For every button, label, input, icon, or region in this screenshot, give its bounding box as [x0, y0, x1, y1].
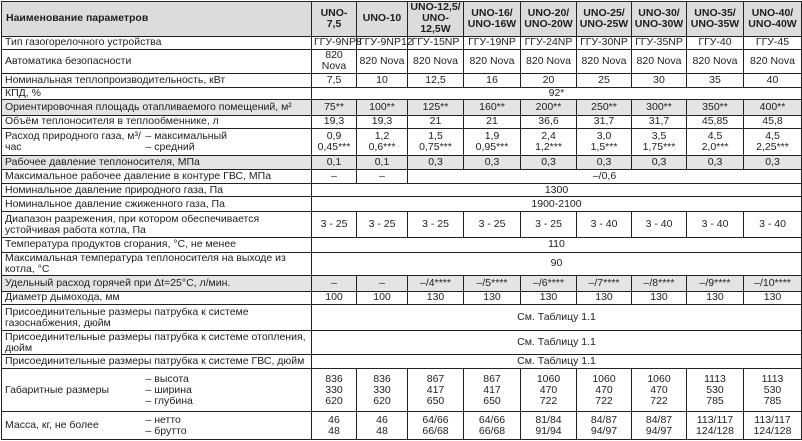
cell: [312, 412, 357, 440]
mass-net: 46: [376, 413, 388, 426]
dims-h: 836: [373, 372, 391, 385]
gas-max-value: 0,9: [326, 129, 342, 142]
row-sublabel: [144, 369, 312, 412]
cell-span: См. Таблицу 1.1: [312, 354, 802, 368]
row-label: Автоматика безопасности: [2, 50, 312, 74]
gas-max-value: 4,5: [707, 129, 723, 142]
header-model: UNO-40/ UNO-40W: [744, 2, 802, 37]
dims-w: 470: [595, 383, 613, 396]
row-power: [2, 73, 802, 87]
mass-gross: 94/97: [590, 424, 618, 437]
row-hot-water: [2, 276, 802, 291]
dims-w: 417: [483, 383, 501, 396]
header-model: UNO-12,5/ UNO-12,5W: [408, 2, 464, 37]
cell: 16: [464, 73, 521, 87]
cell: [464, 369, 521, 412]
gas-max-value: 2,4: [541, 129, 556, 142]
cell: 7,5: [312, 73, 357, 87]
row-label: Ориентировочная площадь отапливаемого помещений, м²: [2, 100, 312, 115]
mass-gross: 94/97: [645, 424, 673, 437]
dims-w: 470: [539, 383, 558, 396]
mass-net: 81/84: [535, 413, 562, 426]
row-label: Масса, кг, не более: [2, 412, 144, 440]
row-label: Удельный расход горячей при Δt=25°С, л/мин.: [2, 276, 312, 291]
cell: 21: [408, 115, 464, 128]
cell: 21: [464, 115, 521, 128]
cell: 0,3: [632, 155, 687, 169]
cell: 3 - 25: [357, 211, 408, 238]
mass-net: 64/66: [478, 413, 506, 426]
cell: 400**: [744, 100, 802, 115]
row-sublabel: [144, 412, 312, 440]
cell-span: 92*: [312, 87, 802, 99]
cell: 350**: [687, 100, 744, 115]
cell: 820 Nova: [521, 50, 577, 74]
row-chimney: [2, 291, 802, 304]
cell: [521, 128, 577, 155]
cell: 130: [744, 291, 802, 304]
dims-h: 867: [483, 372, 501, 385]
dims-h: 1060: [592, 372, 616, 385]
dims-h: 1060: [647, 372, 671, 385]
header-model: UNO-7,5: [312, 2, 357, 37]
row-label: Номинальная теплопроизводительность, кВт: [2, 73, 312, 87]
cell: 3 - 25: [408, 211, 464, 238]
cell: –/10****: [744, 276, 802, 291]
row-work-pressure: [2, 155, 802, 169]
gas-max-value: 1,5: [428, 129, 443, 142]
cell: [632, 128, 687, 155]
dims-depth-label: – глубина: [145, 394, 193, 407]
row-label: Присоединительные размеры патрубка к системе отопления, дюйм: [2, 331, 312, 355]
row-label: Габаритные размеры: [2, 369, 144, 412]
cell-span: См. Таблицу 1.1: [312, 331, 802, 355]
dims-h: 867: [426, 372, 445, 385]
cell: 36,6: [521, 115, 577, 128]
row-label: Рабочее давление теплоносителя, МПа: [2, 155, 312, 169]
cell: 3 - 40: [687, 211, 744, 238]
mass-net: 84/87: [590, 413, 618, 426]
row-draft: [2, 211, 802, 238]
cell: 19,3: [312, 115, 357, 128]
cell: ГГУ-9NP12: [357, 36, 408, 49]
dims-h: 1113: [761, 372, 784, 385]
header-param: Наименование параметров: [2, 2, 312, 37]
cell: [408, 369, 464, 412]
cell: [577, 128, 632, 155]
gas-avg-label: – средний: [145, 140, 195, 153]
cell: [687, 128, 744, 155]
cell: 300**: [632, 100, 687, 115]
cell: –/6****: [521, 276, 577, 291]
mass-net: 113/117: [696, 413, 734, 426]
cell: 3 - 40: [632, 211, 687, 238]
row-label: Диапазон разрежения, при котором обеспечивается устойчивая работа котла, Па: [2, 211, 312, 238]
cell: 820 Nova: [744, 50, 802, 74]
gas-avg-value: 0,95***: [475, 140, 509, 153]
cell-span: 1900-2100: [312, 197, 802, 211]
cell: ГГУ-15NP: [408, 36, 464, 49]
gas-avg-value: 0,6***: [368, 140, 396, 153]
cell: 820 Nova: [464, 50, 521, 74]
row-label: Присоединительные размеры патрубка к системе газоснабжения, дюйм: [2, 304, 312, 331]
cell: 820 Nova: [632, 50, 687, 74]
cell: 3 - 25: [312, 211, 357, 238]
cell: [744, 128, 802, 155]
cell: 820 Nova: [357, 50, 408, 74]
cell: 250**: [577, 100, 632, 115]
cell: [408, 412, 464, 440]
gas-max-value: 1,9: [484, 129, 500, 142]
cell: [687, 369, 744, 412]
row-efficiency: [2, 87, 802, 99]
specifications-table: [1, 1, 802, 440]
mass-gross: 66/68: [422, 424, 449, 437]
cell: 3 - 40: [577, 211, 632, 238]
mass-net: 113/117: [754, 413, 791, 426]
cell: [687, 412, 744, 440]
cell: [744, 369, 802, 412]
gas-avg-value: 0,45***: [317, 140, 351, 153]
cell-span: 1300: [312, 184, 802, 197]
cell: 0,1: [357, 155, 408, 169]
mass-gross: 91/94: [535, 424, 562, 437]
row-conn-gas: [2, 304, 802, 331]
cell: 31,7: [577, 115, 632, 128]
dims-w: 470: [650, 383, 668, 396]
row-sublabel: [144, 128, 312, 155]
cell-span: –/0,6: [408, 169, 802, 183]
cell: 160**: [464, 100, 521, 115]
gas-avg-value: 1,2***: [535, 140, 562, 153]
cell: ГГУ-45: [744, 36, 802, 49]
dims-width-label: – ширина: [145, 383, 192, 396]
row-gas-flow: [2, 128, 802, 155]
dims-d: 722: [650, 394, 668, 407]
row-flue-temp: [2, 238, 802, 252]
mass-net: 84/87: [645, 413, 673, 426]
header-model: UNO-30/ UNO-30W: [632, 2, 687, 37]
dims-w: 530: [763, 383, 782, 396]
cell: 45,85: [687, 115, 744, 128]
cell: –/5****: [464, 276, 521, 291]
cell: –: [312, 276, 357, 291]
dims-w: 330: [373, 383, 391, 396]
mass-gross: 124/128: [696, 424, 734, 437]
cell: 100: [357, 291, 408, 304]
cell: 130: [687, 291, 744, 304]
dims-height-label: – высота: [145, 372, 189, 385]
gas-avg-value: 0,75***: [419, 140, 452, 153]
cell: 820 Nova: [687, 50, 744, 74]
cell: 35: [687, 73, 744, 87]
row-lpg-pressure: [2, 197, 802, 211]
cell: 3 - 40: [744, 211, 802, 238]
header-row: [2, 2, 802, 37]
mass-gross: 124/128: [753, 424, 792, 437]
cell: –: [357, 169, 408, 183]
cell: –/4****: [408, 276, 464, 291]
header-model: UNO-35/ UNO-35W: [687, 2, 744, 37]
cell: 200**: [521, 100, 577, 115]
cell: 10: [357, 73, 408, 87]
cell: –/9****: [687, 276, 744, 291]
mass-net: 46: [328, 413, 340, 426]
row-max-temp: [2, 252, 802, 276]
cell: 25: [577, 73, 632, 87]
gas-avg-value: 2,25***: [756, 140, 789, 153]
cell: 0,3: [464, 155, 521, 169]
cell: [744, 412, 802, 440]
row-gas-pressure: [2, 184, 802, 197]
row-safety: [2, 50, 802, 74]
dims-d: 620: [373, 394, 391, 407]
cell: ГГУ-30NP: [577, 36, 632, 49]
row-dhw-pressure: [2, 169, 802, 183]
cell: 45,8: [744, 115, 802, 128]
header-model: UNO-25/ UNO-25W: [577, 2, 632, 37]
cell: 130: [577, 291, 632, 304]
dims-w: 330: [325, 383, 343, 396]
cell: 3 - 25: [464, 211, 521, 238]
header-model: UNO-16/ UNO-16W: [464, 2, 521, 37]
cell: ГГУ-40: [687, 36, 744, 49]
cell: –/7****: [577, 276, 632, 291]
gas-avg-value: 2,0***: [701, 140, 729, 153]
cell: 0,3: [408, 155, 464, 169]
cell: 0,3: [687, 155, 744, 169]
gas-avg-value: 1,75***: [642, 140, 676, 153]
dims-d: 650: [426, 394, 445, 407]
cell: 0,1: [312, 155, 357, 169]
gas-max-value: 3,0: [596, 129, 612, 142]
dims-w: 417: [426, 383, 445, 396]
cell: 0,3: [521, 155, 577, 169]
cell: 30: [632, 73, 687, 87]
cell: –: [357, 276, 408, 291]
cell: ГГУ-35NP: [632, 36, 687, 49]
cell: 0,3: [744, 155, 802, 169]
cell: [312, 369, 357, 412]
gas-max-value: 1,2: [374, 129, 390, 142]
row-label: КПД, %: [2, 87, 312, 99]
cell: [357, 412, 408, 440]
dims-h: 1113: [704, 372, 726, 385]
dims-d: 650: [483, 394, 501, 407]
cell: [577, 369, 632, 412]
row-label: Номинальное давление сжиженного газа, Па: [2, 197, 312, 211]
row-label: Расход природного газа, м³/час: [2, 128, 144, 155]
cell: [464, 128, 521, 155]
cell: 20: [521, 73, 577, 87]
header-model: UNO-10: [357, 2, 408, 37]
cell: [577, 412, 632, 440]
row-label: Максимальное рабочее давление в контуре ГВС, МПа: [2, 169, 312, 183]
gas-max-value: 4,5: [765, 129, 780, 142]
row-label: Диаметр дымохода, мм: [2, 291, 312, 304]
row-area: [2, 100, 802, 115]
dims-d: 785: [763, 394, 782, 407]
cell: [464, 412, 521, 440]
cell: 820 Nova: [408, 50, 464, 74]
cell: [521, 412, 577, 440]
cell: [521, 369, 577, 412]
mass-net-label: – нетто: [145, 413, 181, 426]
dims-h: 1060: [536, 372, 561, 385]
row-burner: [2, 36, 802, 49]
cell-span: 90: [312, 252, 802, 276]
row-label: Объём теплоносителя в теплообменнике, л: [2, 115, 312, 128]
cell: 19,3: [357, 115, 408, 128]
cell: ГГУ-19NP: [464, 36, 521, 49]
row-label: Тип газогорелочного устройства: [2, 36, 312, 49]
cell: [357, 369, 408, 412]
header-model: UNO-20/ UNO-20W: [521, 2, 577, 37]
row-label: Номинальное давление природного газа, Па: [2, 184, 312, 197]
mass-net: 64/66: [422, 413, 449, 426]
cell: 100**: [357, 100, 408, 115]
cell: 130: [632, 291, 687, 304]
row-label: Максимальная температура теплоносителя на выходе из котла, °С: [2, 252, 312, 276]
cell: 0,3: [577, 155, 632, 169]
row-dims: [2, 369, 802, 412]
cell: 130: [464, 291, 521, 304]
row-conn-heat: [2, 331, 802, 355]
cell: 130: [521, 291, 577, 304]
cell: 820 Nova: [577, 50, 632, 74]
cell-span: 110: [312, 238, 802, 252]
mass-gross: 48: [328, 424, 340, 437]
mass-gross: 66/68: [478, 424, 506, 437]
row-label: Присоединительные размеры патрубка к системе ГВС, дюйм: [2, 354, 312, 368]
mass-gross: 48: [376, 424, 388, 437]
cell: 75**: [312, 100, 357, 115]
dims-d: 722: [595, 394, 613, 407]
cell: 31,7: [632, 115, 687, 128]
cell: [357, 128, 408, 155]
gas-max-value: 3,5: [651, 129, 667, 142]
cell: [408, 128, 464, 155]
cell: 100: [312, 291, 357, 304]
dims-w: 530: [706, 383, 724, 396]
cell: 3 - 25: [521, 211, 577, 238]
cell: [632, 412, 687, 440]
gas-max-label: – максимальный: [145, 129, 228, 142]
cell: [632, 369, 687, 412]
cell: 40: [744, 73, 802, 87]
cell: ГГУ-9NP8: [312, 36, 357, 49]
mass-gross-label: – брутто: [145, 424, 187, 437]
dims-h: 836: [325, 372, 343, 385]
row-mass: [2, 412, 802, 440]
cell: 820 Nova: [312, 50, 357, 74]
dims-d: 620: [325, 394, 343, 407]
cell: [312, 128, 357, 155]
cell: –/8****: [632, 276, 687, 291]
cell: 12,5: [408, 73, 464, 87]
row-conn-dhw: [2, 354, 802, 368]
dims-d: 785: [706, 394, 724, 407]
cell-span: См. Таблицу 1.1: [312, 304, 802, 331]
gas-avg-value: 1,5***: [590, 140, 618, 153]
row-volume: [2, 115, 802, 128]
cell: 125**: [408, 100, 464, 115]
row-label: Температура продуктов сгорания, °С, не менее: [2, 238, 312, 252]
cell: 130: [408, 291, 464, 304]
dims-d: 722: [539, 394, 558, 407]
cell: ГГУ-24NP: [521, 36, 577, 49]
cell: –: [312, 169, 357, 183]
